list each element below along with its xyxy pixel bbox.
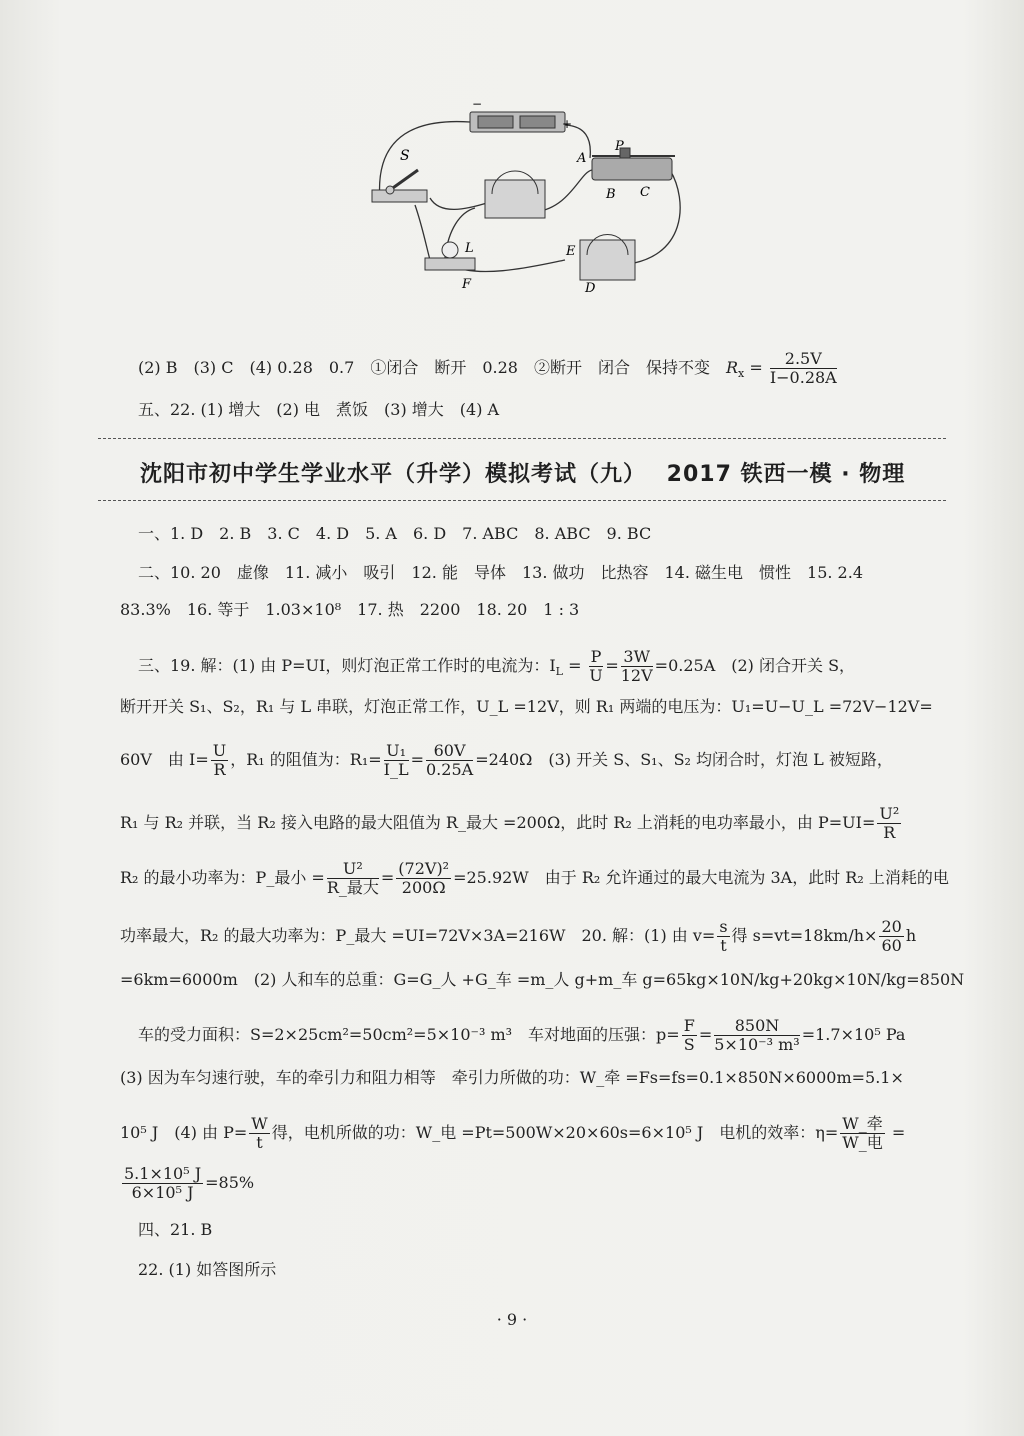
q20-line-2: =6km=6000m (2) 人和车的总重：G=G_人 +G_车 =m_人 g+m_车 g=65kg×10N/kg+20kg×10N/kg=850N: [120, 970, 965, 989]
q19-line-5: R₂ 的最小功率为：P_最小 = $\frac{\text{U²}}{\text{R\_最大}}$ = $\frac{\text{(72V)²}}{200\Omega}$ =25.92W 由于 R₂ 允许通过的最大电流为 3A，此时 R₂ 上消耗的电: [120, 859, 949, 897]
q21-answer: 四、21. B: [138, 1220, 213, 1239]
circuit-diagram: [370, 90, 700, 300]
q22-answer: 22. (1) 如答图所示: [138, 1260, 277, 1279]
wire: [415, 205, 430, 260]
label-S: S: [400, 148, 410, 164]
prev-answer-line-2: 五、22. (1) 增大 (2) 电 煮饭 (3) 增大 (4) A: [138, 400, 500, 419]
label-F: F: [462, 277, 472, 292]
q20-line-5: 10⁵ J (4) 由 P= $\frac{W}{t}$ 得，电机所做的功：W_电 =Pt=500W×20×60s=6×10⁵ J 电机的效率：η= $\frac{\text{W\_牵}}{\text{W\_电}}$ =: [120, 1114, 906, 1152]
voltmeter: [485, 171, 545, 218]
q19-line-4: R₁ 与 R₂ 并联，当 R₂ 接入电路的最大阻值为 R_最大 =200Ω，此时 R₂ 上消耗的电功率最小，由 P=UI= $\frac{\text{U²}}{R}$: [120, 804, 900, 842]
label-D: D: [585, 281, 596, 296]
divider-bottom: [98, 500, 946, 501]
label-L: L: [465, 241, 474, 256]
battery-minus: −: [472, 97, 483, 111]
q19-line-1: 三、19. 解：(1) 由 P=UI，则灯泡正常工作时的电流为：$I_L$ = $\frac{P}{U}$ = $\frac{3W}{12V}$ =0.25A (2) 闭合开关 S，: [138, 647, 856, 685]
wire: [430, 198, 490, 209]
label-E: E: [566, 244, 576, 259]
battery: [470, 112, 565, 132]
rheostat: [592, 148, 675, 180]
label-P: P: [615, 139, 624, 154]
fill-answers-1: 二、10. 20 虚像 11. 减小 吸引 12. 能 导体 13. 做功 比热容 14. 磁生电 惯性 15. 2.4: [138, 563, 863, 582]
q20-line-3: 车的受力面积：S=2×25cm²=50cm²=5×10⁻³ m³ 车对地面的压强：p= $\frac{F}{S}$ = $\frac{850N}{\text{5×10⁻³ m³}}$ =1.7×10⁵ Pa: [138, 1016, 906, 1054]
choice-answers: 一、1. D 2. B 3. C 4. D 5. A 6. D 7. ABC 8. ABC 9. BC: [138, 524, 652, 543]
label-A: A: [577, 151, 587, 166]
q20-line-4: (3) 因为车匀速行驶，车的牵引力和阻力相等 牵引力所做的功：W_牵 =Fs=fs=0.1×850N×6000m=5.1×: [120, 1068, 904, 1087]
label-C: C: [640, 185, 650, 200]
q19-line-3: 60V 由 I= $\frac{U}{R}$ ，R₁ 的阻值为：R₁= $\frac{\text{U₁}}{I\_L}$ = $\frac{60V}{0.25A}$ =240Ω (3) 开关 S、S₁、S₂ 均闭合时，灯泡 L 被短路，: [120, 741, 893, 779]
q20-line-6: $\frac{\text{5.1×10⁵ J}}{\text{6×10⁵ J}}$ =85%: [124, 1164, 255, 1202]
page-number: · 9 ·: [496, 1310, 528, 1329]
q19-line-6: 功率最大，R₂ 的最大功率为：P_最大 =UI=72V×3A=216W 20. 解：(1) 由 v= $\frac{s}{t}$ 得 s=vt=18km/h× $\frac{20}{60}$ h: [120, 917, 917, 955]
q19-line-2: 断开开关 S₁、S₂，R₁ 与 L 串联，灯泡正常工作，U_L =12V，则 R₁ 两端的电压为：U₁=U−U_L =72V−12V=: [120, 697, 933, 716]
label-B: B: [606, 187, 616, 202]
prev-answer-line-1: (2) B (3) C (4) 0.28 0.7 ①闭合 断开 0.28 ②断开 闭合 保持不变 $R_x$ = $\frac{2.5V}{I-0.28A}$: [138, 349, 837, 387]
battery-plus: +: [562, 117, 573, 131]
exam-title: 沈阳市初中学生学业水平（升学）模拟考试（九） 2017 铁西一模 · 物理: [140, 462, 906, 487]
rx-fraction: $\frac{2.5V}{I-0.28A}$: [769, 349, 837, 387]
divider-top: [98, 438, 946, 439]
ammeter: [580, 235, 635, 281]
fill-answers-2: 83.3% 16. 等于 1.03×10⁸ 17. 热 2200 18. 20 1 : 3: [120, 600, 580, 619]
